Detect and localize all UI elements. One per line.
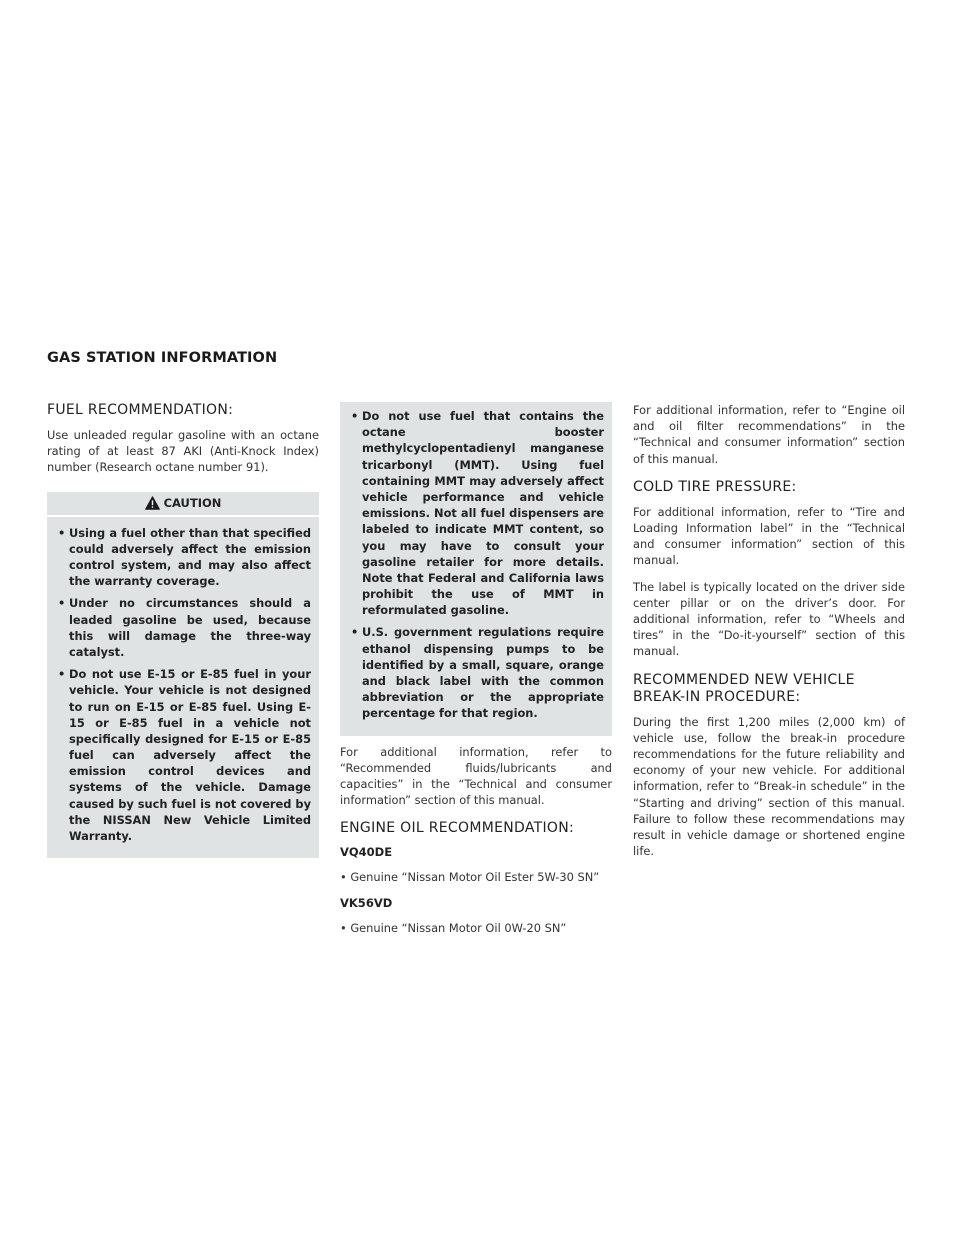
- fuel-recommendation-text: Use unleaded regular gasoline with an octane rating of at least 87 AKI (Anti-Knock Index) number (Research octane number 91).: [47, 428, 319, 475]
- warning-triangle-icon: [145, 496, 160, 510]
- caution-box: [47, 492, 319, 859]
- engine-oil-1: • Genuine “Nissan Motor Oil Ester 5W-30 SN”: [340, 870, 600, 885]
- tire-label-location-text: The label is typically located on the driver side center pillar or on the driver’s door. For additional information, refer to “Wheels and tires” in the “Do-it-yourself” section of this manual.: [633, 579, 905, 659]
- fuel-recommendation-heading: FUEL RECOMMENDATION:: [47, 402, 234, 418]
- engine-oil-heading: ENGINE OIL RECOMMENDATION:: [340, 820, 575, 837]
- break-in-text: During the first 1,200 miles (2,000 km) of vehicle use, follow the break-in procedure recommendations for the future reliability and economy of your new vehicle. For additional information, refer to “Break-in schedule” in the “Starting and driving” section of this manual. Failure to follow these recommendations may result in vehicle damage or shortened engine life.: [633, 714, 905, 859]
- caution-item: • Under no circumstances should a leaded gasoline be used, because this will damage the three-way catalyst.: [55, 595, 311, 660]
- column-3: [633, 402, 905, 869]
- caution-item: • Do not use E-15 or E-85 fuel in your vehicle. Your vehicle is not designed to run on E-15 or E-85 fuel. Using E-15 or E-85 fuel in a vehicle not specifically designed for E-15 or E-85 fuel can adversely affect the emission control devices and systems of the vehicle. Damage caused by such fuel is not covered by the NISSAN New Vehicle Limited Warranty.: [55, 666, 311, 844]
- engine-model-2: VK56VD: [340, 895, 393, 910]
- column-1: [47, 402, 319, 858]
- engine-oil-2: • Genuine “Nissan Motor Oil 0W-20 SN”: [340, 920, 567, 935]
- column-2: [340, 402, 612, 946]
- section-title: GAS STATION INFORMATION: [47, 350, 278, 366]
- caution-item: • Using a fuel other than that specified could adversely affect the emission control system, and may also affect the warranty coverage.: [55, 525, 311, 590]
- break-in-heading-line-2: BREAK-IN PROCEDURE:: [633, 688, 801, 705]
- caution-header: [47, 492, 319, 517]
- break-in-heading-line-1: RECOMMENDED NEW VEHICLE: [633, 671, 855, 688]
- tire-label-text: For additional information, refer to “Tire and Loading Information label” in the “Technical and consumer information” section of this manual.: [633, 504, 905, 568]
- cold-tire-pressure-heading: COLD TIRE PRESSURE:: [633, 478, 797, 495]
- caution-item: • U.S. government regulations require ethanol dispensing pumps to be identified by a small, square, orange and black label with the common abbreviation or the appropriate percentage for that region.: [348, 624, 604, 721]
- caution-title: CAUTION: [163, 496, 222, 511]
- oil-reference-text: For additional information, refer to “Engine oil and oil filter recommendations” in the “Technical and consumer information” section of this manual.: [633, 403, 905, 466]
- break-in-heading: [633, 672, 905, 706]
- engine-model-1: VQ40DE: [340, 845, 393, 860]
- caution-box-continued: [340, 402, 612, 736]
- caution-item: • Do not use fuel that contains the octane booster methylcyclopentadienyl manganese tricarbonyl (MMT). Using fuel containing MMT may adversely affect vehicle performance and vehicle emissions. Not all fuel dispensers are labeled to indicate MMT content, so you may have to consult your gasoline retailer for more details. Note that Federal and California laws prohibit the use of MMT in reformulated gasoline.: [348, 408, 604, 618]
- fluids-reference-text: For additional information, refer to “Recommended fluids/lubricants and capacities” in the “Technical and consumer information” section of this manual.: [340, 744, 612, 808]
